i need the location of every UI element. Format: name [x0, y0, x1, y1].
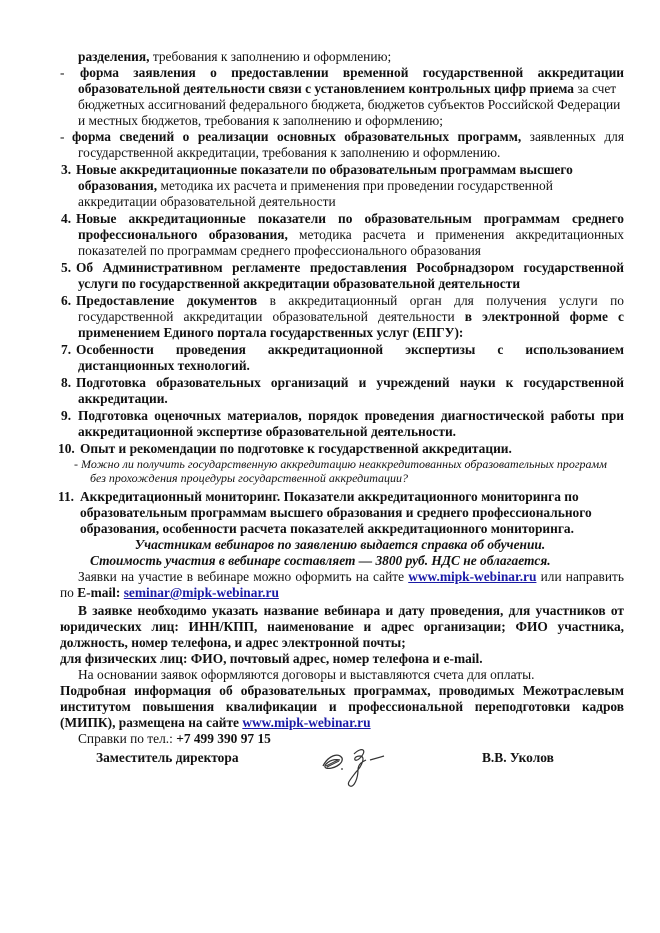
bullet-dash: -	[60, 129, 65, 144]
item-5-line-2: услуги по государственной аккредитации образовательной деятельности	[78, 276, 521, 291]
intro-bold: разделения,	[78, 49, 150, 64]
bullet-1-normal: за счет	[574, 81, 617, 96]
item-6-line-3: применением Единого портала государственных услуг (ЕПГУ):	[78, 325, 464, 340]
info-line-3	[60, 715, 371, 730]
item-11-line-1: Аккредитационный мониторинг. Показатели аккредитационного мониторинга по	[80, 489, 579, 504]
item-8-line-1: Подготовка образовательных организаций и учреждений науки к государственной	[76, 375, 624, 390]
info-site-link[interactable]: www.mipk-webinar.ru	[242, 715, 371, 730]
intro-line	[78, 49, 391, 64]
apply-text: или направить	[536, 569, 624, 584]
item-4-line-2	[78, 227, 624, 242]
item-number: 11.	[58, 489, 74, 504]
item-6-bold-tail: в электронной форме с	[464, 309, 624, 324]
bullet-2-line-2: государственной аккредитации, требования к заполнению и оформлению.	[78, 145, 501, 160]
signature-image	[318, 738, 398, 790]
item-3-bold: образования,	[78, 178, 158, 193]
item-7-line-1: Особенности проведения аккредитационной экспертизы с использованием	[76, 342, 624, 357]
item-10-line-1: Опыт и рекомендации по подготовке к государственной аккредитации.	[80, 441, 512, 456]
info-line-1: Подробная информация об образовательных программах, проводимых Межотраслевым	[60, 683, 624, 698]
bullet-1-line-3: бюджетных ассигнований федерального бюджета, бюджетов субъектов Российской Федерации	[78, 97, 621, 112]
requirements-line-3: должность, номер телефона, и адрес электронной почты;	[60, 635, 406, 650]
bullet-2-line-1	[72, 129, 624, 144]
intro-normal: требования к заполнению и оформлению;	[149, 49, 392, 64]
info-line-2: институтом повышения квалификации и профессиональной переподготовки кадров	[60, 699, 624, 714]
item-11-line-3: образования, особенности расчета показателей аккредитационного мониторинга.	[80, 521, 574, 536]
question-line-2: без прохождения процедуры государственной аккредитации?	[90, 471, 408, 485]
apply-text: Заявки на участие в вебинаре можно оформить на сайте	[78, 569, 409, 584]
requirements-line-1: В заявке необходимо указать название вебинара и дату проведения, для участников от	[78, 603, 624, 618]
email-label: E-mail:	[77, 585, 124, 600]
bullet-2-normal: заявленных для	[521, 129, 624, 144]
certificate-note: Участникам вебинаров по заявлению выдается справка об обучении.	[134, 537, 546, 552]
item-8-line-2: аккредитации.	[78, 391, 168, 406]
item-9-line-2: аккредитационной экспертизе образовательной деятельности.	[78, 424, 457, 439]
phone-number: +7 499 390 97 15	[176, 731, 271, 746]
item-3-line-2	[78, 178, 553, 193]
contracts-note: На основании заявок оформляются договоры и выставляются счета для оплаты.	[78, 667, 535, 682]
item-number: 4.	[61, 211, 72, 226]
item-4-normal: методика расчета и применения аккредитационных	[287, 227, 624, 242]
apply-line-1	[78, 569, 624, 584]
requirements-line-4: для физических лиц: ФИО, почтовый адрес, номер телефона и e-mail.	[60, 651, 483, 666]
apply-line-2	[60, 585, 279, 600]
item-4-line-1: Новые аккредитационные показатели по образовательным программам среднего	[76, 211, 624, 226]
price-note: Стоимость участия в вебинаре составляет — 3800 руб. НДС не облагается.	[90, 553, 551, 568]
bullet-1-line-1: форма заявления о предоставлении временной государственной аккредитации	[80, 65, 624, 80]
item-4-bold: профессионального образования,	[78, 227, 288, 242]
requirements-line-2: юридических лиц: ИНН/КПП, наименование и адрес организации; ФИО участника,	[60, 619, 624, 634]
apply-text: по	[60, 585, 78, 600]
question-line-1: - Можно ли получить государственную аккредитацию неаккредитованных образовательных программ	[74, 457, 607, 471]
item-number: 10.	[58, 441, 75, 456]
item-number: 5.	[61, 260, 72, 275]
item-number: 8.	[61, 375, 72, 390]
bullet-dash: -	[60, 65, 65, 80]
item-number: 3.	[61, 162, 72, 177]
item-6-line-2	[78, 309, 624, 324]
item-5-line-1: Об Административном регламенте предоставления Рособрнадзором государственной	[76, 260, 624, 275]
bullet-1-line-4: и местных бюджетов, требования к заполнению и оформлению;	[78, 113, 444, 128]
site-link[interactable]: www.mipk-webinar.ru	[408, 569, 537, 584]
bullet-2-bold: форма сведений о реализации основных образовательных программ,	[72, 129, 522, 144]
signatory-position: Заместитель директора	[96, 750, 239, 765]
item-number: 6.	[61, 293, 72, 308]
item-number: 9.	[61, 408, 72, 423]
item-11-line-2: образовательным программам высшего образования и среднего профессионального	[80, 505, 592, 520]
signatory-name: В.В. Уколов	[482, 750, 554, 765]
item-7-line-2: дистанционных технологий.	[78, 358, 250, 373]
item-number: 7.	[61, 342, 72, 357]
email-link[interactable]: seminar@mipk-webinar.ru	[123, 585, 279, 600]
bullet-1-bold: образовательной деятельности связи с установлением контрольных цифр приема	[78, 81, 575, 96]
item-9-line-1: Подготовка оценочных материалов, порядок проведения диагностической работы при	[78, 408, 624, 423]
phone-line	[78, 731, 271, 746]
item-3-line-3: аккредитации образовательной деятельности	[78, 194, 336, 209]
item-3-normal: методика их расчета и применения при проведении государственной	[157, 178, 553, 193]
item-6-bold: Предоставление документов	[76, 293, 258, 308]
bullet-1-line-2	[78, 81, 624, 96]
phone-label: Справки по тел.:	[78, 731, 177, 746]
info-text: (МИПК), размещена на сайте	[60, 715, 243, 730]
item-4-line-3: показателей по программам среднего профессионального образования	[78, 243, 481, 258]
item-6-line-1	[76, 293, 624, 308]
item-6-normal: государственной аккредитации образовательной деятельности	[78, 309, 465, 324]
item-3-line-1: Новые аккредитационные показатели по образовательным программам высшего	[76, 162, 573, 177]
item-6-normal: в аккредитационный орган для получения услуги по	[257, 293, 624, 308]
